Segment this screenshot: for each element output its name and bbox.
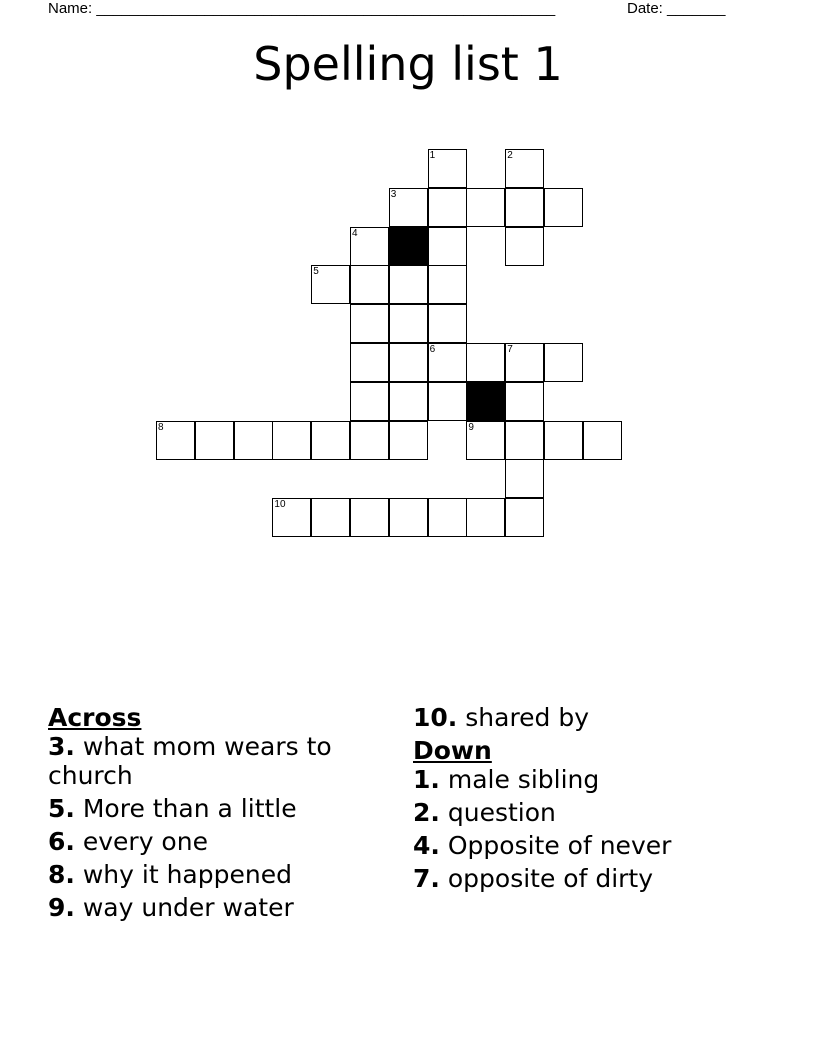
down-clue	[413, 864, 773, 893]
crossword-cell[interactable]	[505, 343, 544, 382]
down-clue	[413, 765, 773, 794]
clue-text: opposite of dirty	[447, 864, 654, 893]
clue-number: 3	[390, 188, 397, 200]
crossword-cell[interactable]	[505, 498, 544, 537]
down-clue	[413, 831, 773, 860]
crossword-cell[interactable]	[350, 421, 389, 460]
clue-text: what mom wears to church	[48, 732, 332, 790]
crossword-cell[interactable]	[350, 227, 389, 266]
across-clue	[48, 893, 368, 922]
crossword-cell[interactable]	[428, 498, 467, 537]
across-clue	[48, 732, 368, 790]
crossword-cell[interactable]	[544, 421, 583, 460]
clue-number: 2.	[413, 798, 440, 827]
across-heading: Across	[48, 703, 142, 732]
crossword-cell[interactable]	[389, 304, 428, 343]
clue-number: 9.	[48, 893, 75, 922]
clue-number: 10.	[413, 703, 458, 732]
crossword-cell[interactable]	[350, 265, 389, 304]
clue-text: Opposite of never	[447, 831, 672, 860]
crossword-cell[interactable]	[350, 498, 389, 537]
crossword-black-cell	[389, 227, 428, 266]
clue-number: 5	[313, 266, 319, 278]
clue-number: 1.	[413, 765, 440, 794]
clue-number: 6.	[48, 827, 75, 856]
crossword-cell[interactable]	[156, 421, 195, 460]
across-clue	[48, 860, 368, 889]
crossword-cell[interactable]	[505, 188, 544, 227]
crossword-cell[interactable]	[428, 188, 467, 227]
clue-text: why it happened	[82, 860, 292, 889]
clue-number: 10	[274, 499, 286, 511]
crossword-cell[interactable]	[428, 382, 467, 421]
clue-text: shared by	[465, 703, 590, 732]
crossword-cell[interactable]	[350, 304, 389, 343]
clue-text: every one	[82, 827, 208, 856]
clue-number: 4	[352, 227, 358, 239]
crossword-cell[interactable]	[311, 498, 350, 537]
crossword-cell[interactable]	[428, 343, 467, 382]
crossword-cell[interactable]	[505, 149, 544, 188]
clue-number: 7	[507, 344, 513, 355]
crossword-cell[interactable]	[505, 459, 544, 498]
crossword-cell[interactable]	[544, 343, 583, 382]
crossword-cell[interactable]	[428, 227, 467, 266]
across-clue	[413, 703, 773, 732]
crossword-cell[interactable]	[234, 421, 273, 460]
crossword-black-cell	[466, 382, 505, 421]
clue-number: 3.	[48, 732, 75, 761]
crossword-cell[interactable]	[350, 343, 389, 382]
down-clue	[413, 798, 773, 827]
clue-number: 8.	[48, 860, 75, 889]
crossword-cell[interactable]	[272, 498, 311, 537]
name-line[interactable]: Name: _______________________________________________________	[48, 0, 556, 17]
down-heading: Down	[413, 736, 492, 765]
date-line[interactable]: Date: _______	[627, 0, 726, 17]
crossword-cell[interactable]	[466, 421, 505, 460]
crossword-cell[interactable]	[466, 343, 505, 382]
clue-text: way under water	[82, 893, 294, 922]
clue-number: 8	[158, 421, 164, 433]
crossword-cell[interactable]	[505, 421, 544, 460]
crossword-cell[interactable]	[389, 382, 428, 421]
crossword-cell[interactable]	[428, 149, 467, 188]
crossword-cell[interactable]	[505, 382, 544, 421]
crossword-cell[interactable]	[311, 265, 350, 304]
crossword-cell[interactable]	[311, 421, 350, 460]
crossword-cell[interactable]	[389, 421, 428, 460]
clues-column-right	[413, 703, 773, 897]
clue-number: 6	[429, 344, 436, 355]
clue-number: 7.	[413, 864, 440, 893]
clue-number: 2	[507, 150, 513, 161]
crossword-cell[interactable]	[389, 265, 428, 304]
clue-number: 4.	[413, 831, 440, 860]
page-title: Spelling list 1	[253, 37, 563, 91]
crossword-cell[interactable]	[583, 421, 622, 460]
clues-column-left	[48, 703, 368, 926]
clue-text: question	[447, 798, 556, 827]
clue-text: More than a little	[82, 794, 297, 823]
crossword-cell[interactable]	[544, 188, 583, 227]
crossword-cell[interactable]	[350, 382, 389, 421]
clue-number: 5.	[48, 794, 75, 823]
crossword-cell[interactable]	[389, 498, 428, 537]
crossword-cell[interactable]	[389, 343, 428, 382]
crossword-cell[interactable]	[272, 421, 311, 460]
crossword-cell[interactable]	[428, 304, 467, 343]
clue-number: 9	[468, 421, 474, 433]
crossword-cell[interactable]	[466, 498, 505, 537]
crossword-cell[interactable]	[389, 188, 428, 227]
across-clue	[48, 827, 368, 856]
crossword-cell[interactable]	[195, 421, 234, 460]
crossword-cell[interactable]	[466, 188, 505, 227]
crossword-cell[interactable]	[505, 227, 544, 266]
across-clue	[48, 794, 368, 823]
clue-text: male sibling	[447, 765, 600, 794]
clue-number: 1	[429, 150, 436, 161]
crossword-cell[interactable]	[428, 265, 467, 304]
